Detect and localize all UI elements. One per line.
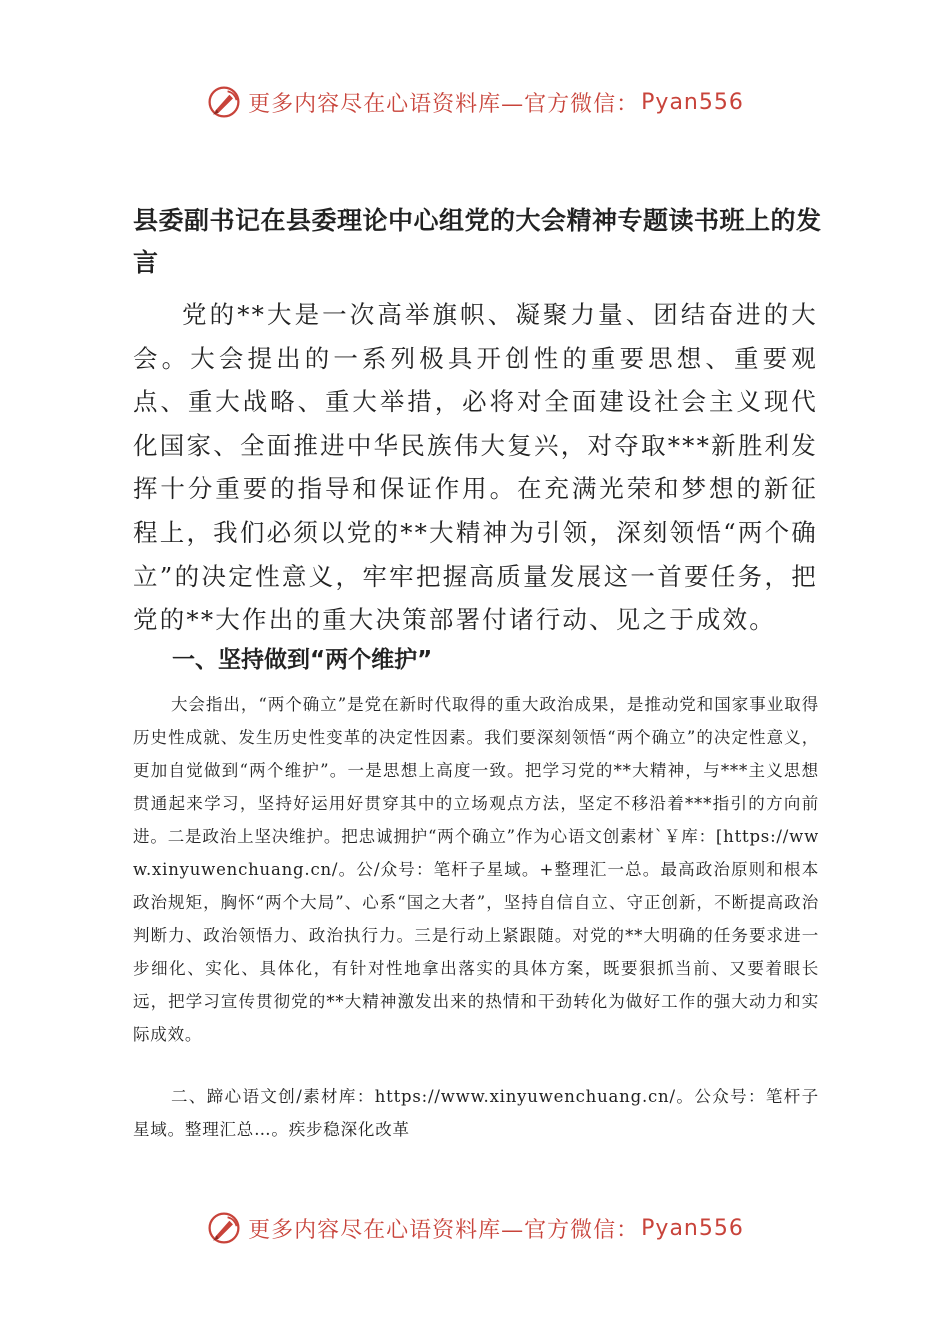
section1-heading: 一、坚持做到“两个维护” xyxy=(172,647,433,673)
pen-logo-icon xyxy=(206,1210,242,1246)
watermark-banner-top xyxy=(0,80,950,124)
pen-logo-icon xyxy=(206,84,242,120)
watermark-handle: Pyan556 xyxy=(641,1215,744,1241)
lead-paragraph: 党的**大是一次高举旗帜、凝聚力量、团结奋进的大会。大会提出的一系列极具开创性的重要思想、重要观点、重大战略、重大举措，必将对全面建设社会主义现代化国家、全面推进中华民族伟大复兴，对夺取***新胜利发挥十分重要的指导和保证作用。在充满光荣和梦想的新征程上，我们必须以党的**大精神为引领，深刻领悟“两个确立”的决定性意义，牢牢把握高质量发展这一首要任务，把党的**大作出的重大决策部署付诸行动、见之于成效。 xyxy=(133,300,818,635)
watermark-banner-bottom xyxy=(0,1206,950,1250)
watermark-text: 更多内容尽在心语资料库—官方微信： xyxy=(248,1217,640,1243)
watermark-handle: Pyan556 xyxy=(641,89,744,115)
watermark-text: 更多内容尽在心语资料库—官方微信： xyxy=(248,91,640,117)
document-title: 县委副书记在县委理论中心组党的大会精神专题读书班上的发言 xyxy=(133,206,822,277)
section1-body: 大会指出，“两个确立”是党在新时代取得的重大政治成果，是推动党和国家事业取得历史性成就、发生历史性变革的决定性因素。我们要深刻领悟“两个确立”的决定性意义，更加自觉做到“两个维护”。一是思想上高度一致。把学习党的**大精神，与***主义思想贯通起来学习，坚持好运用好贯穿其中的立场观点方法，坚定不移沿着***指引的方向前进。二是政治上坚决维护。把忠诚拥护“两个确立”作为心语文创素材`￥库：[https://www.xinyuwenchuang.cn/。公/众号：笔杆子星域。+整理汇一总。最高政治原则和根本政治规矩，胸怀“两个大局”、心系“国之大者”，坚持自信自立、守正创新，不断提高政治判断力、政治领悟力、政治执行力。三是行动上紧跟随。对党的**大明确的任务要求进一步细化、实化、具体化，有针对性地拿出落实的具体方案，既要狠抓当前、又要着眼长远，把学习宣传贯彻党的**大精神激发出来的热情和干劲转化为做好工作的强大动力和实际成效。 xyxy=(133,695,819,1044)
section2-body: 二、蹄心语文创/素材库：https://www.xinyuwenchuang.cn/。公众号：笔杆子星域。整理汇总…。疾步稳深化改革 xyxy=(133,1087,819,1139)
